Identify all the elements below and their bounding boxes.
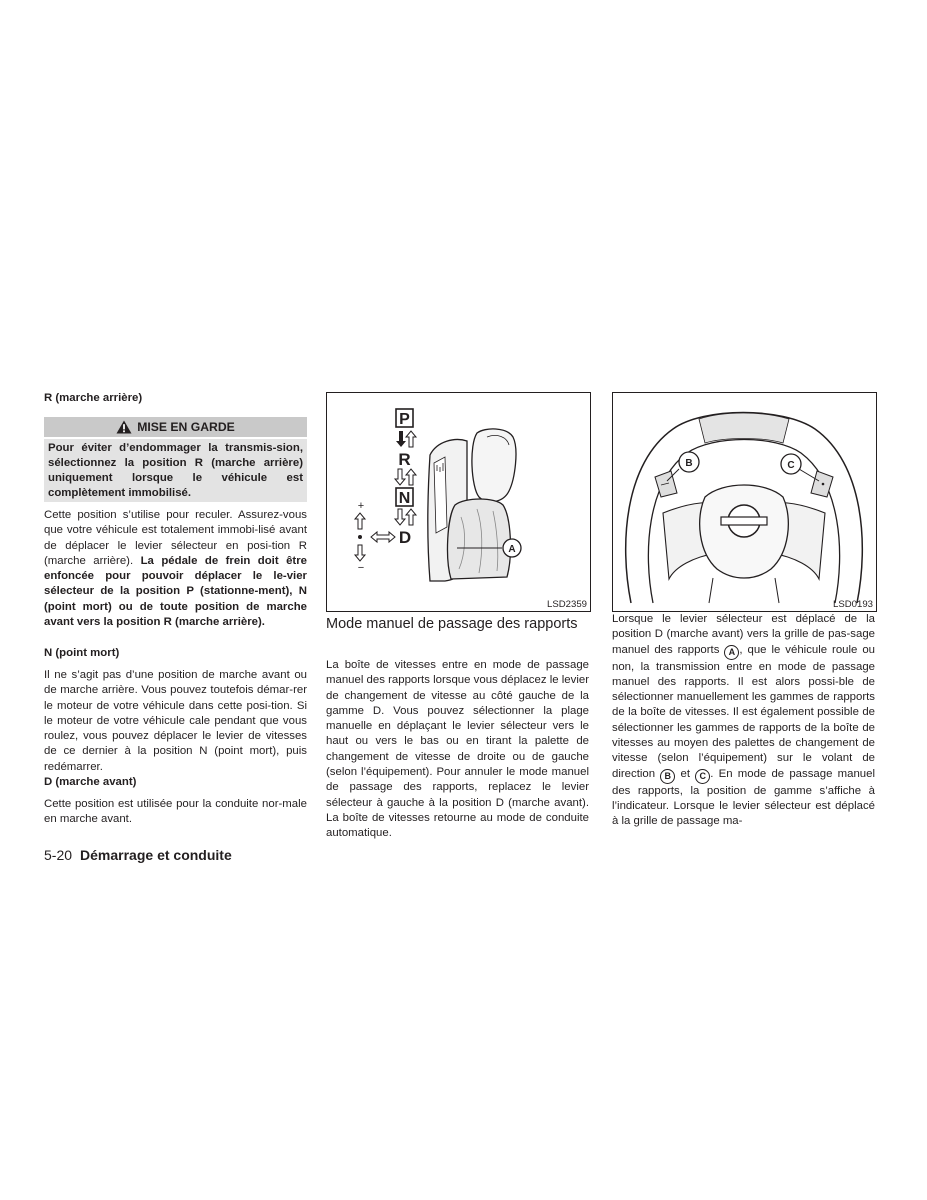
callout-b-inline: B (660, 769, 675, 784)
paddle-text-2: , que le véhicule roule ou non, la transmission entre en mode de passage manuel des rapports. Il est alors possi-ble de sélectionner manuellement les gammes de rapports de la boîte de vitesses. Il est également possible de sélectionner les gammes de rapports de la boîte de vitesses au moyen des palettes de changement de vitesse (selon l’équipement) sur le volant de direction (612, 643, 875, 780)
shift-plus-label: + (357, 500, 365, 512)
reverse-brake-warning: La pédale de frein doit être enfoncée pour pouvoir déplacer le le-vier sélecteur de la position P (stationne-ment), N (point mort) ou de toute position de marche avant vers la position R (marche arrière). (44, 554, 307, 629)
warning-title: MISE EN GARDE (137, 420, 235, 434)
callout-a-label: A (508, 544, 516, 555)
page-number: 5-20 (44, 847, 73, 863)
paddle-shift-paragraph (612, 612, 875, 830)
heading-neutral: N (point mort) (44, 647, 120, 659)
drive-text: Cette position est utilisée pour la conduite nor-male en marche avant. (44, 798, 307, 826)
reverse-text: Cette position s’utilise pour reculer. Assurez-vous que votre véhicule est totalement immobi-lisé avant de déplacer le levier sélecteur en posi-tion R (marche arrière). (44, 509, 307, 567)
paddle-text-1: Lorsque le levier sélecteur est déplacé de la position D (marche avant) vers la grille de pas-sage manuel des rapports (612, 613, 875, 656)
gear-p-label: P (399, 411, 410, 428)
warning-triangle-icon (116, 420, 132, 434)
shift-minus-label: − (357, 562, 365, 574)
shift-lever-figure (326, 392, 591, 612)
gear-n-label: N (398, 490, 411, 507)
reverse-paragraph (44, 508, 307, 630)
steering-wheel-illustration (613, 393, 876, 611)
callout-c-label: C (787, 460, 795, 471)
shift-lever-illustration (327, 393, 590, 611)
heading-drive: D (marche avant) (44, 776, 137, 788)
callout-c-inline: C (695, 769, 710, 784)
neutral-text: Il ne s’agit pas d’une position de marche avant ou de marche arrière. Vous pouvez toutefois démar-rer le moteur de votre véhicule dans cette posi-tion. Si le moteur de votre véhicule cale pendant que vous roulez, vous pouvez déplacer le levier de vitesses de ce dernier à la position N (point mort), puis redémarrer. (44, 669, 307, 773)
manual-mode-heading: Mode manuel de passage des rapports (326, 616, 578, 632)
paddle-text-and: et (675, 767, 696, 780)
steering-wheel-figure (612, 392, 877, 612)
manual-mode-text: La boîte de vitesses entre en mode de passage manuel des rapports lorsque vous déplacez le levier de changement de vitesse au côté gauche de la gamme D. Vous pouvez sélectionner la plage manuelle en déplaçant le levier sélecteur vers le haut ou vers le bas ou en tirant la palette de changement de vitesse de droite ou de gauche (selon l’équipement). Pour annuler le mode manuel de passage des rapports, replacez le levier sélecteur à gauche à la position D (marche avant). La boîte de vitesses retourne au mode de conduite automatique. (326, 659, 589, 840)
paddle-text-3: . En mode de passage manuel des rapports, la position de gamme s’affiche à l’indicateur. Lorsque le levier sélecteur est déplacé à la grille de passage ma- (612, 767, 875, 828)
warning-text: Pour éviter d’endommager la transmis-sion, sélectionnez la position R (marche arrière) uniquement lorsque le véhicule est complètement immobilisé. (48, 442, 303, 499)
heading-reverse: R (marche arrière) (44, 392, 143, 404)
callout-a-inline: A (724, 645, 739, 660)
warning-header (44, 417, 307, 437)
page-footer (44, 847, 232, 863)
drive-paragraph (44, 797, 307, 828)
warning-box (44, 439, 307, 502)
callout-b-label: B (685, 458, 693, 469)
figure-code-lsd0193: LSD0193 (832, 599, 873, 610)
manual-mode-paragraph (326, 658, 589, 842)
gear-d-label: D (398, 528, 412, 547)
gear-r-label: R (398, 450, 411, 469)
section-title: Démarrage et conduite (80, 847, 232, 863)
neutral-paragraph (44, 668, 307, 775)
figure-code-lsd2359: LSD2359 (546, 599, 587, 610)
